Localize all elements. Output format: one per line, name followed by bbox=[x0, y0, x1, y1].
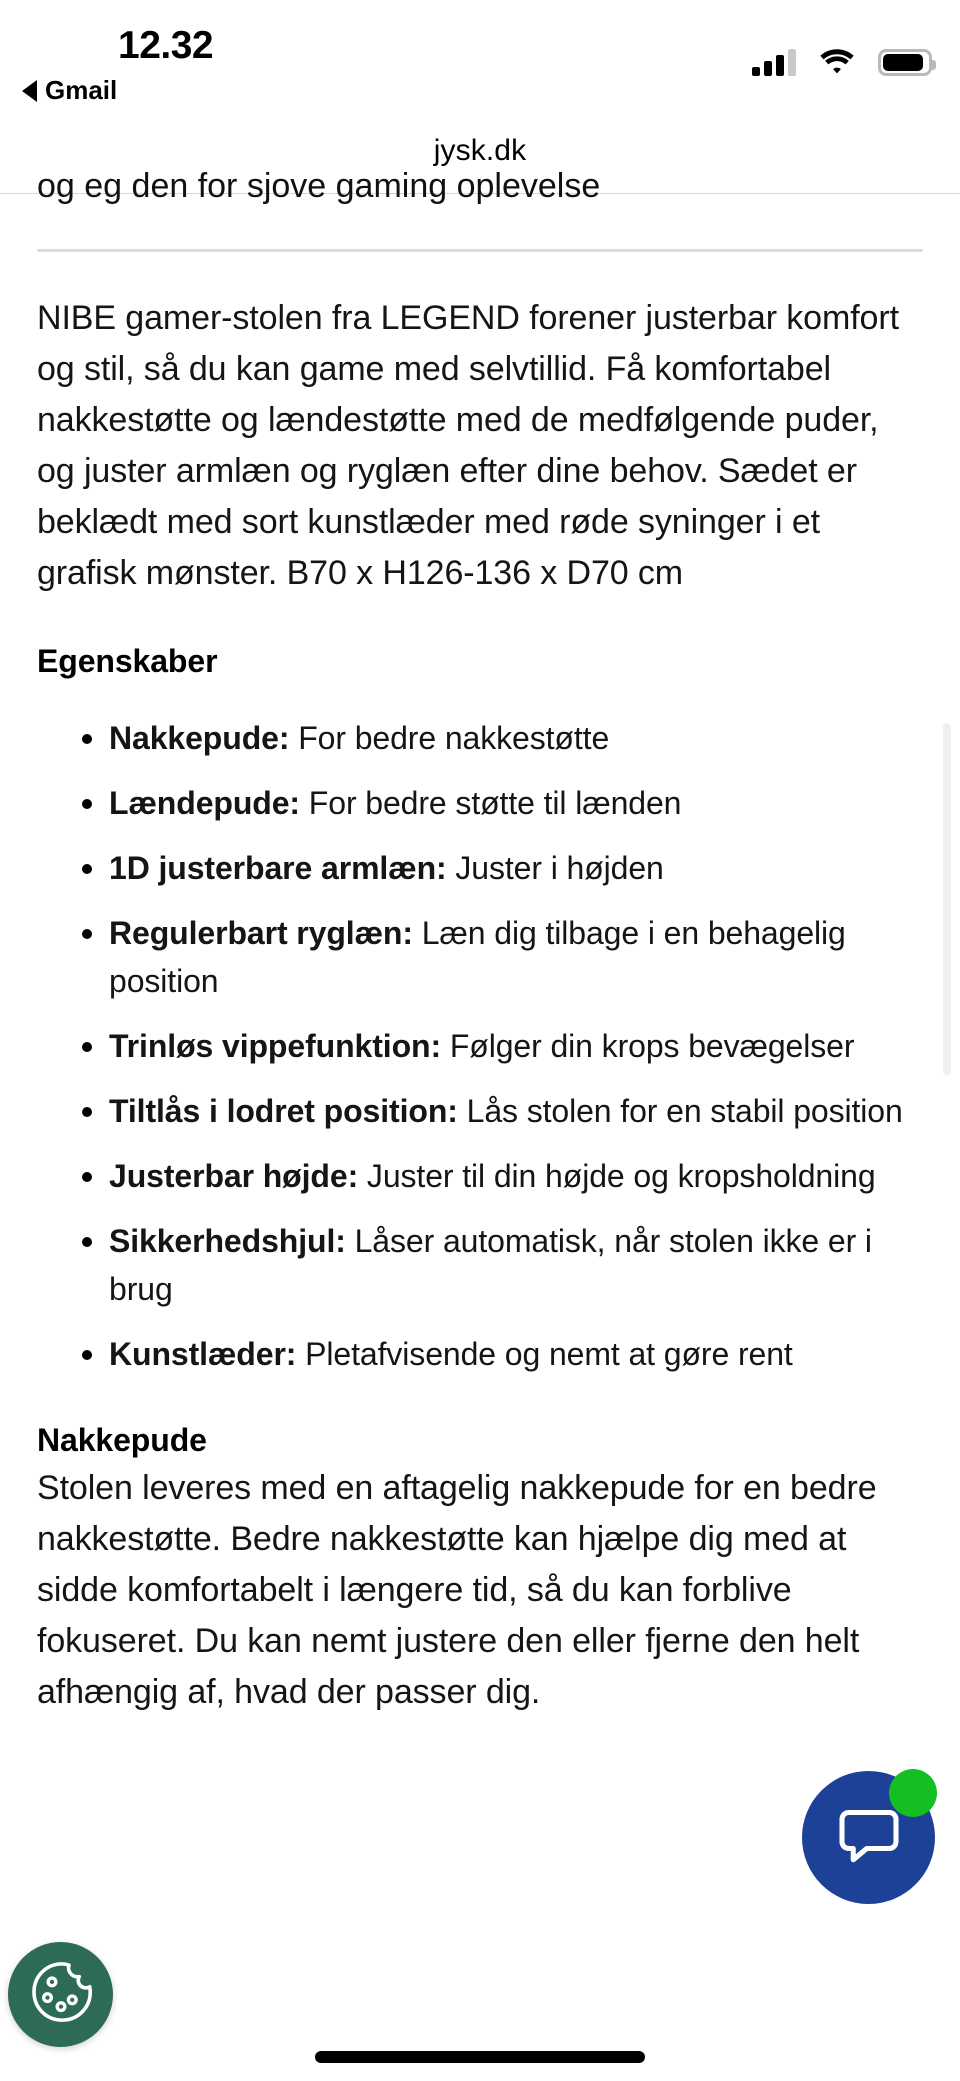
clipped-top-text: og eg den for sjove gaming oplevelse bbox=[37, 167, 601, 205]
feature-desc: Pletafvisende og nemt at gøre rent bbox=[305, 1336, 793, 1372]
features-list bbox=[37, 714, 923, 1378]
feature-term: Tiltlås i lodret position: bbox=[109, 1093, 458, 1129]
section-divider bbox=[37, 249, 923, 252]
feature-desc: Lås stolen for en stabil position bbox=[466, 1093, 903, 1129]
chat-unread-badge bbox=[889, 1769, 937, 1817]
url-text: jysk.dk bbox=[433, 133, 527, 167]
list-item bbox=[37, 1330, 923, 1378]
feature-desc: For bedre nakkestøtte bbox=[298, 720, 610, 756]
feature-desc: Juster til din højde og kropsholdning bbox=[366, 1158, 876, 1194]
feature-desc: Læn dig tilbage i en behagelig position bbox=[109, 915, 846, 999]
feature-desc: Låser automatisk, når stolen ikke er i brug bbox=[109, 1223, 872, 1307]
page-scrollbar[interactable] bbox=[943, 723, 951, 1075]
feature-term: Sikkerhedshjul: bbox=[109, 1223, 346, 1259]
list-item bbox=[37, 714, 923, 762]
wifi-icon bbox=[818, 48, 856, 76]
status-bar-indicators bbox=[752, 48, 932, 76]
cookie-icon bbox=[25, 1956, 97, 2033]
home-indicator[interactable] bbox=[315, 2051, 645, 2063]
product-description: NIBE gamer-stolen fra LEGEND forener justerbar komfort og stil, så du kan game med selvtillid. Få komfortabel nakkestøtte og lændestøtte med de medfølgende puder, og juster armlæn og ryglæn efter dine behov. Sædet er beklædt med sort kunstlæder med røde syninger i et grafisk mønster. B70 x H126-136 x D70 cm bbox=[37, 299, 899, 592]
cellular-signal-icon bbox=[752, 48, 796, 76]
list-item bbox=[37, 909, 923, 1005]
list-item bbox=[37, 1217, 923, 1313]
feature-desc: Juster i højden bbox=[455, 850, 664, 886]
feature-desc: Følger din krops bevægelser bbox=[449, 1028, 855, 1064]
list-item bbox=[37, 1022, 923, 1070]
list-item bbox=[37, 1152, 923, 1200]
chat-bubble-icon bbox=[833, 1799, 905, 1876]
list-item bbox=[37, 1087, 923, 1135]
battery-icon bbox=[878, 49, 932, 76]
feature-term: Nakkepude: bbox=[109, 720, 290, 756]
status-bar bbox=[0, 0, 960, 108]
list-item bbox=[37, 844, 923, 892]
status-bar-clock: 12.32 bbox=[118, 24, 214, 67]
feature-term: 1D justerbare armlæn: bbox=[109, 850, 447, 886]
feature-term: Regulerbart ryglæn: bbox=[109, 915, 413, 951]
nakkepude-heading: Nakkepude bbox=[37, 1422, 207, 1458]
product-description-section bbox=[37, 293, 923, 1718]
back-to-gmail-button[interactable] bbox=[22, 75, 117, 106]
feature-term: Kunstlæder: bbox=[109, 1336, 297, 1372]
feature-desc: For bedre støtte til lænden bbox=[308, 785, 682, 821]
back-button-label: Gmail bbox=[45, 75, 118, 105]
feature-term: Lændepude: bbox=[109, 785, 300, 821]
list-item bbox=[37, 779, 923, 827]
cookie-settings-button[interactable] bbox=[8, 1942, 113, 2047]
features-heading: Egenskaber bbox=[37, 643, 218, 679]
feature-term: Trinløs vippefunktion: bbox=[109, 1028, 442, 1064]
back-caret-icon bbox=[22, 80, 37, 102]
feature-term: Justerbar højde: bbox=[109, 1158, 359, 1194]
chat-widget-button[interactable] bbox=[802, 1771, 935, 1904]
nakkepude-body: Stolen leveres med en aftagelig nakkepude for en bedre nakkestøtte. Bedre nakkestøtte kan hjælpe dig med at sidde komfortabelt i længere tid, så du kan forblive fokuseret. Du kan nemt justere den eller fjerne den helt afhængig af, hvad der passer dig. bbox=[37, 1469, 877, 1711]
